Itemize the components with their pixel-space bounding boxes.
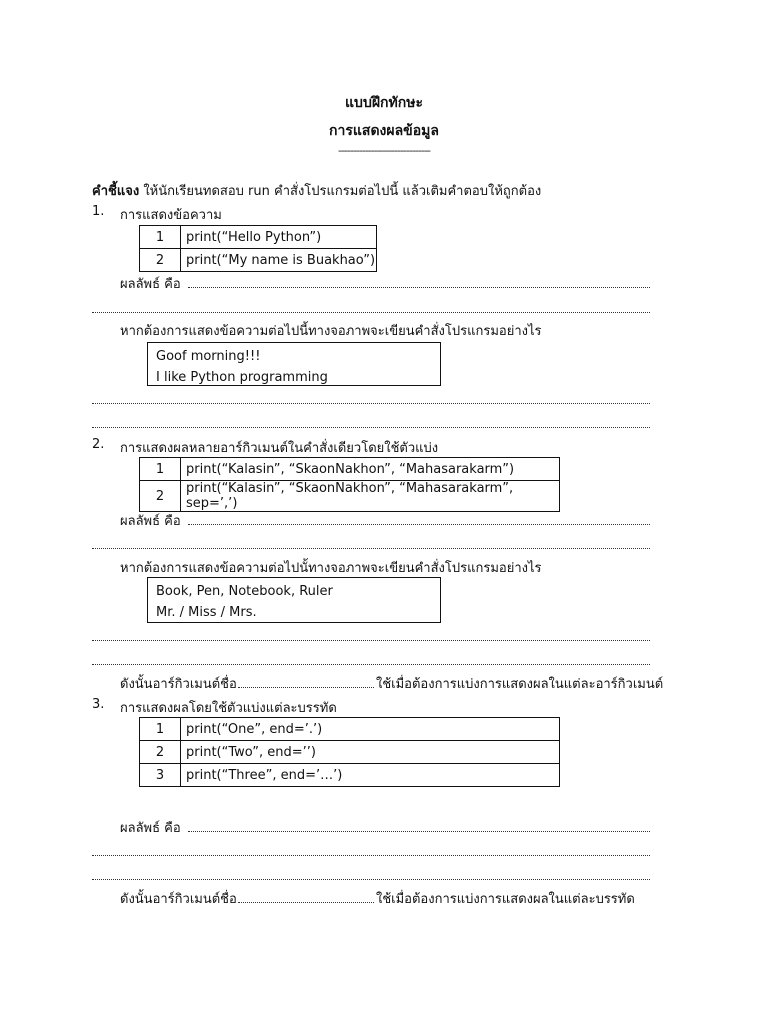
- section2-number: 2.: [92, 437, 105, 452]
- section2-conclusion-end: ใช้เมื่อต้องการแบ่งการแสดงผลในแต่ละอาร์กิวเมนต์: [376, 677, 664, 692]
- section1-question: หากต้องการแสดงข้อความต่อไปนี้ทางจอภาพจะเขียนคำสั่งโปรแกรมอย่างไร: [120, 324, 542, 339]
- answer-line[interactable]: [92, 664, 650, 665]
- section1-number: 1.: [92, 204, 105, 219]
- section2-heading: การแสดงผลหลายอาร์กิวเมนต์ในคำสั่งเดียวโดยใช้ตัวแบ่ง: [120, 441, 439, 456]
- answer-line[interactable]: [188, 524, 650, 525]
- code-line: print(“Hello Python”): [181, 226, 377, 249]
- section3-conclusion-end: ใช้เมื่อต้องการแบ่งการแสดงผลในแต่ละบรรทัด: [376, 892, 635, 907]
- section3-number: 3.: [92, 697, 105, 712]
- code-line: print(“My name is Buakhao”): [181, 249, 377, 272]
- code-line: print(“Kalasin”, “SkaonNakhon”, “Mahasarakarm”): [181, 458, 560, 481]
- output-line: I like Python programming: [156, 370, 328, 385]
- code-line: print(“Three”, end=’…’): [181, 764, 560, 787]
- code-line-number: 1: [140, 458, 181, 481]
- code-row: [140, 226, 377, 249]
- output-line: Mr. / Miss / Mrs.: [156, 605, 257, 620]
- section2-question: หากต้องการแสดงข้อความต่อไปนั้ทางจอภาพจะเขียนคำสั่งโปรแกรมอย่างไร: [120, 561, 542, 576]
- code-row: [140, 718, 560, 741]
- code-line-number: 1: [140, 226, 181, 249]
- answer-line[interactable]: [188, 831, 650, 832]
- answer-line[interactable]: [92, 312, 650, 313]
- answer-line[interactable]: [92, 855, 650, 856]
- instructions-label: คำชี้แจง: [92, 184, 140, 199]
- section1-output-box: [147, 342, 441, 386]
- answer-blank[interactable]: [238, 902, 374, 903]
- section2-conclusion-start: ดังนั้นอาร์กิวเมนต์ชื่อ: [120, 677, 237, 692]
- answer-line[interactable]: [92, 427, 650, 428]
- output-line: Goof morning!!!: [156, 349, 261, 364]
- section1-code-table: [139, 225, 377, 272]
- title-divider: -------------------------------: [337, 144, 431, 157]
- section2-output-box: [147, 577, 441, 623]
- instructions-text: ให้นักเรียนทดสอบ run คำสั่งโปรแกรมต่อไปนี้ แล้วเติมคำตอบให้ถูกต้อง: [143, 184, 542, 199]
- code-row: [140, 741, 560, 764]
- code-line-number: 2: [140, 249, 181, 272]
- worksheet-subtitle: การแสดงผลข้อมูล: [329, 123, 439, 139]
- section2-result-label: ผลลัพธ์ คือ: [120, 514, 181, 529]
- code-line: print(“Two”, end=’’): [181, 741, 560, 764]
- answer-line[interactable]: [92, 548, 650, 549]
- answer-line[interactable]: [92, 640, 650, 641]
- code-line-number: 2: [140, 481, 181, 512]
- answer-line[interactable]: [92, 879, 650, 880]
- answer-blank[interactable]: [238, 687, 374, 688]
- code-line-number: 1: [140, 718, 181, 741]
- section3-result-label: ผลลัพธ์ คือ: [120, 821, 181, 836]
- code-line: print(“Kalasin”, “SkaonNakhon”, “Mahasarakarm”, sep=’,’): [181, 481, 560, 512]
- code-row: [140, 249, 377, 272]
- section1-heading: การแสดงข้อความ: [120, 208, 222, 223]
- code-row: [140, 481, 560, 512]
- answer-line[interactable]: [188, 287, 650, 288]
- code-row: [140, 458, 560, 481]
- code-line-number: 2: [140, 741, 181, 764]
- section2-code-table: [139, 457, 560, 512]
- worksheet-title: แบบฝึกทักษะ: [345, 95, 423, 111]
- code-row: [140, 764, 560, 787]
- section3-heading: การแสดงผลโดยใช้ตัวแบ่งแต่ละบรรทัด: [120, 701, 337, 716]
- section3-conclusion-start: ดังนั้นอาร์กิวเมนต์ชื่อ: [120, 892, 237, 907]
- code-line-number: 3: [140, 764, 181, 787]
- answer-line[interactable]: [92, 403, 650, 404]
- section3-code-table: [139, 717, 560, 787]
- output-line: Book, Pen, Notebook, Ruler: [156, 584, 333, 599]
- section1-result-label: ผลลัพธ์ คือ: [120, 277, 181, 292]
- code-line: print(“One”, end=’.’): [181, 718, 560, 741]
- instructions: [92, 180, 541, 201]
